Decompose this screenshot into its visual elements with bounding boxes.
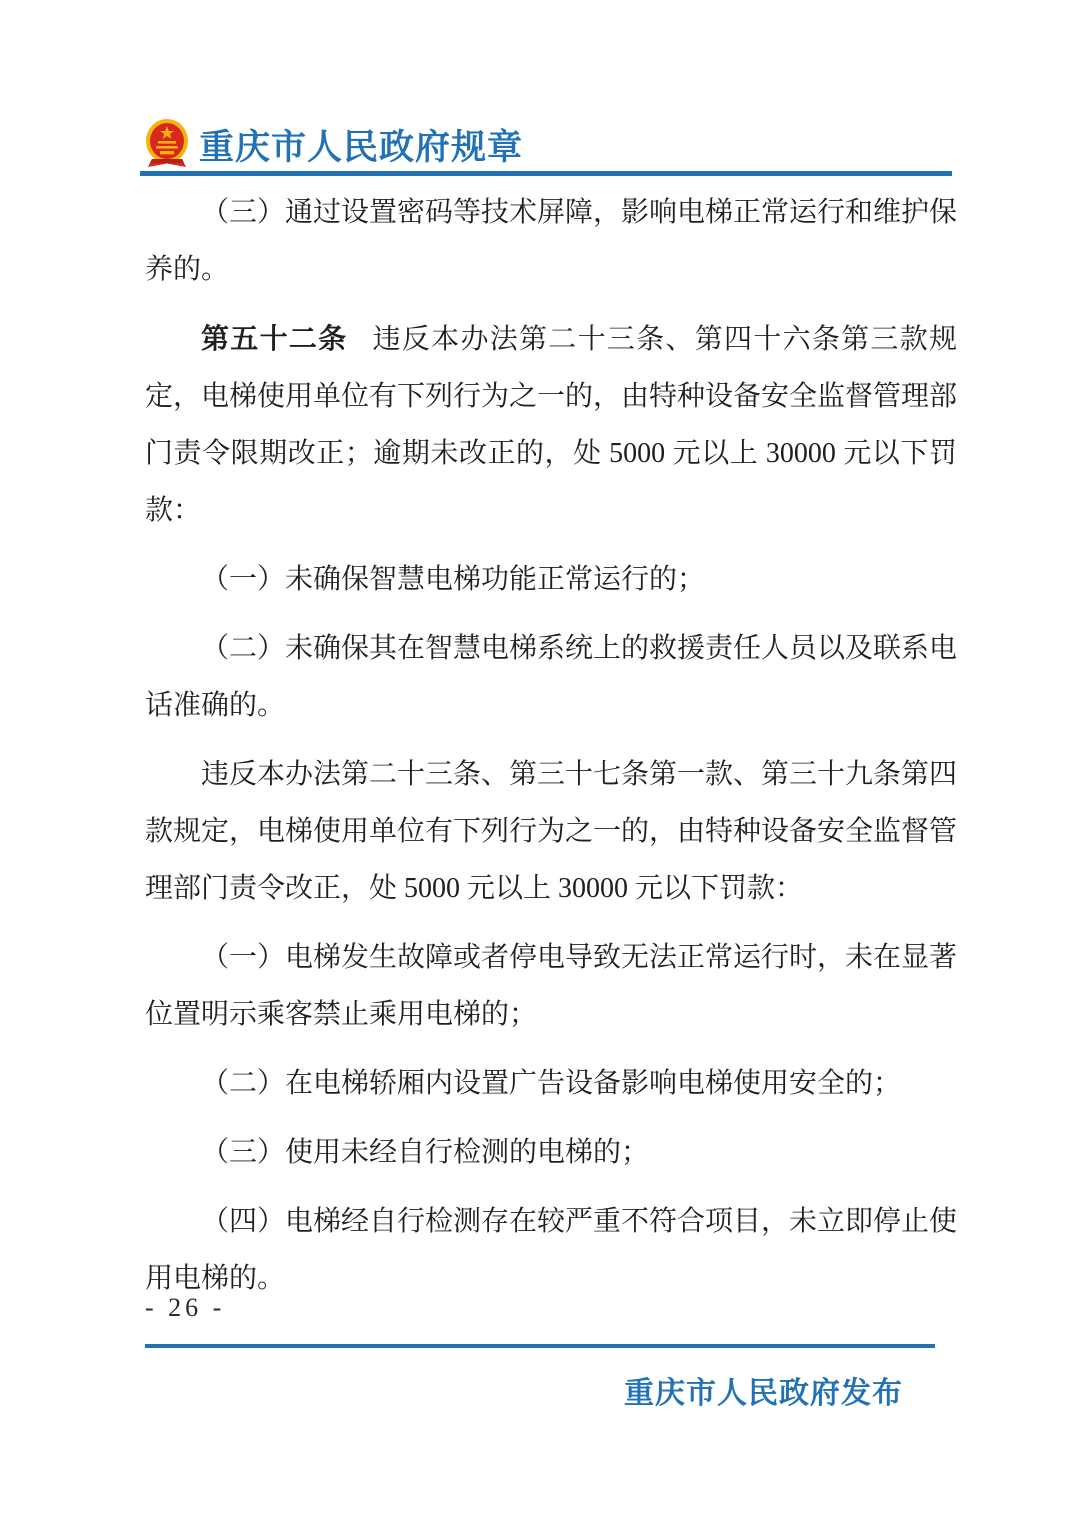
paragraph-clause2-item4: （四）电梯经自行检测存在较严重不符合项目，未立即停止使用电梯的。 — [145, 1206, 958, 1294]
publisher-label: 重庆市人民政府发布 — [624, 1377, 903, 1410]
page-header — [143, 114, 955, 170]
paragraph-article-52 — [145, 310, 957, 539]
paragraph-item3-prev-article: （三）通过设置密码等技术屏障，影响电梯正常运行和维护保养的。 — [145, 197, 958, 285]
paragraph-item2: （二）未确保其在智慧电梯系统上的救援责任人员以及联系电话准确的。 — [145, 633, 958, 721]
paragraph-item1: （一）未确保智慧电梯功能正常运行的； — [201, 564, 706, 595]
header-divider — [140, 171, 952, 176]
paragraph-clause2-item2: （二）在电梯轿厢内设置广告设备影响电梯使用安全的； — [201, 1068, 902, 1099]
page-number: - 26 - — [145, 1293, 226, 1322]
document-body — [145, 184, 957, 1319]
paragraph-clause2-item3: （三）使用未经自行检测的电梯的； — [201, 1137, 650, 1168]
national-emblem-icon — [143, 118, 191, 170]
header-title: 重庆市人民政府规章 — [199, 128, 524, 167]
paragraph-clause2-item1: （一）电梯发生故障或者停电导致无法正常运行时，未在显著位置明示乘客禁止乘用电梯的； — [145, 942, 958, 1030]
footer-divider — [145, 1344, 935, 1348]
article-text: 违反本办法第二十三条、第四十六条第三款规定，电梯使用单位有下列行为之一的，由特种设备安全监督管理部门责令限期改正；逾期未改正的，处 5000 元以上 30000 元以下罚款： — [145, 324, 958, 526]
paragraph-clause-2: 违反本办法第二十三条、第三十七条第一款、第三十九条第四款规定，电梯使用单位有下列行为之一的，由特种设备安全监督管理部门责令改正，处 5000 元以上 30000 元以下罚款： — [145, 759, 958, 904]
article-number: 第五十二条 — [201, 323, 348, 354]
